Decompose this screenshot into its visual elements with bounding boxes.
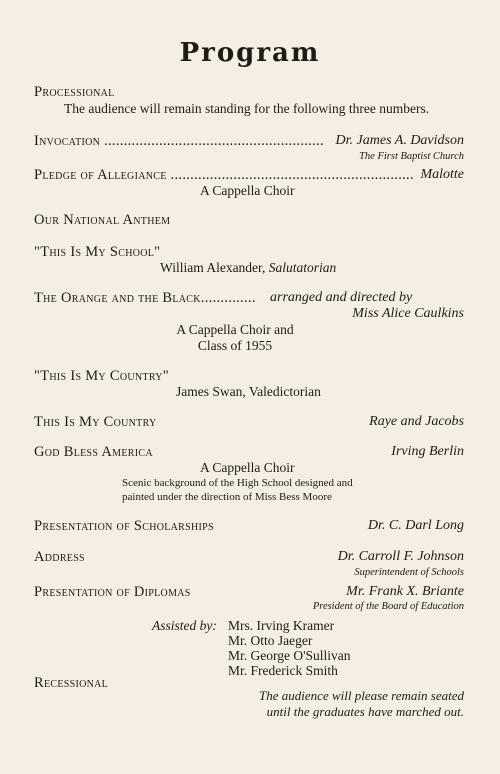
page-title: Program bbox=[179, 38, 321, 68]
assistant-item: Mr. Otto Jaeger bbox=[228, 633, 313, 648]
my-country-speaker: James Swan, Valedictorian bbox=[176, 384, 321, 399]
recessional-heading: Recessional bbox=[34, 675, 109, 691]
diplomas-role: President of the Board of Education bbox=[312, 601, 464, 612]
address-label: Address bbox=[34, 549, 85, 565]
orange-black-performer-2: Class of 1955 bbox=[197, 338, 273, 353]
diplomas-person: Mr. Frank X. Briante bbox=[346, 584, 464, 599]
orange-black-label: The Orange and the Black.............. bbox=[34, 290, 256, 306]
anthem-label: Our National Anthem bbox=[34, 212, 171, 228]
god-bless-performer: A Cappella Choir bbox=[200, 460, 295, 475]
pledge-label: Pledge of Allegiance .............................................................. bbox=[34, 167, 414, 183]
god-bless-note-1: Scenic background of the High School designed and bbox=[122, 477, 353, 489]
invocation-label: Invocation ........................................................ bbox=[34, 133, 324, 149]
assistant-item: Mr. Frederick Smith bbox=[228, 663, 338, 678]
assisted-by-label: Assisted by: bbox=[152, 618, 217, 633]
pledge-composer: Malotte bbox=[420, 167, 464, 182]
assistant-item: Mr. George O'Sullivan bbox=[228, 648, 351, 663]
orange-black-director: Miss Alice Caulkins bbox=[352, 306, 464, 321]
address-role: Superintendent of Schools bbox=[354, 567, 464, 578]
orange-black-performer-1: A Cappella Choir and bbox=[176, 322, 294, 337]
orange-black-credit: arranged and directed by bbox=[270, 290, 413, 305]
god-bless-note-2: painted under the direction of Miss Bess Moore bbox=[122, 491, 332, 503]
processional-note: The audience will remain standing for the following three numbers. bbox=[64, 101, 430, 116]
my-school-speaker-name: William Alexander, bbox=[160, 260, 269, 275]
invocation-person: Dr. James A. Davidson bbox=[335, 133, 464, 148]
my-school-speaker bbox=[160, 260, 336, 276]
recessional-note-2: until the graduates have marched out. bbox=[266, 704, 464, 719]
processional-heading: Processional bbox=[34, 84, 115, 100]
invocation-affiliation: The First Baptist Church bbox=[359, 151, 464, 162]
scholarships-label: Presentation of Scholarships bbox=[34, 518, 214, 534]
god-bless-label: God Bless America bbox=[34, 444, 153, 460]
my-country-song-label: This Is My Country bbox=[34, 414, 157, 430]
my-country-song-composer: Raye and Jacobs bbox=[369, 414, 464, 429]
my-school-label: "This Is My School" bbox=[34, 244, 161, 260]
my-school-role: Salutatorian bbox=[268, 260, 337, 275]
diplomas-label: Presentation of Diplomas bbox=[34, 584, 191, 600]
god-bless-composer: Irving Berlin bbox=[391, 444, 464, 459]
pledge-performer: A Cappella Choir bbox=[200, 183, 295, 198]
assistant-item: Mrs. Irving Kramer bbox=[228, 618, 335, 633]
scholarships-person: Dr. C. Darl Long bbox=[367, 518, 464, 533]
my-country-speech-label: "This Is My Country" bbox=[34, 368, 169, 384]
recessional-note-1: The audience will please remain seated bbox=[259, 688, 464, 703]
address-person: Dr. Carroll F. Johnson bbox=[337, 549, 464, 564]
